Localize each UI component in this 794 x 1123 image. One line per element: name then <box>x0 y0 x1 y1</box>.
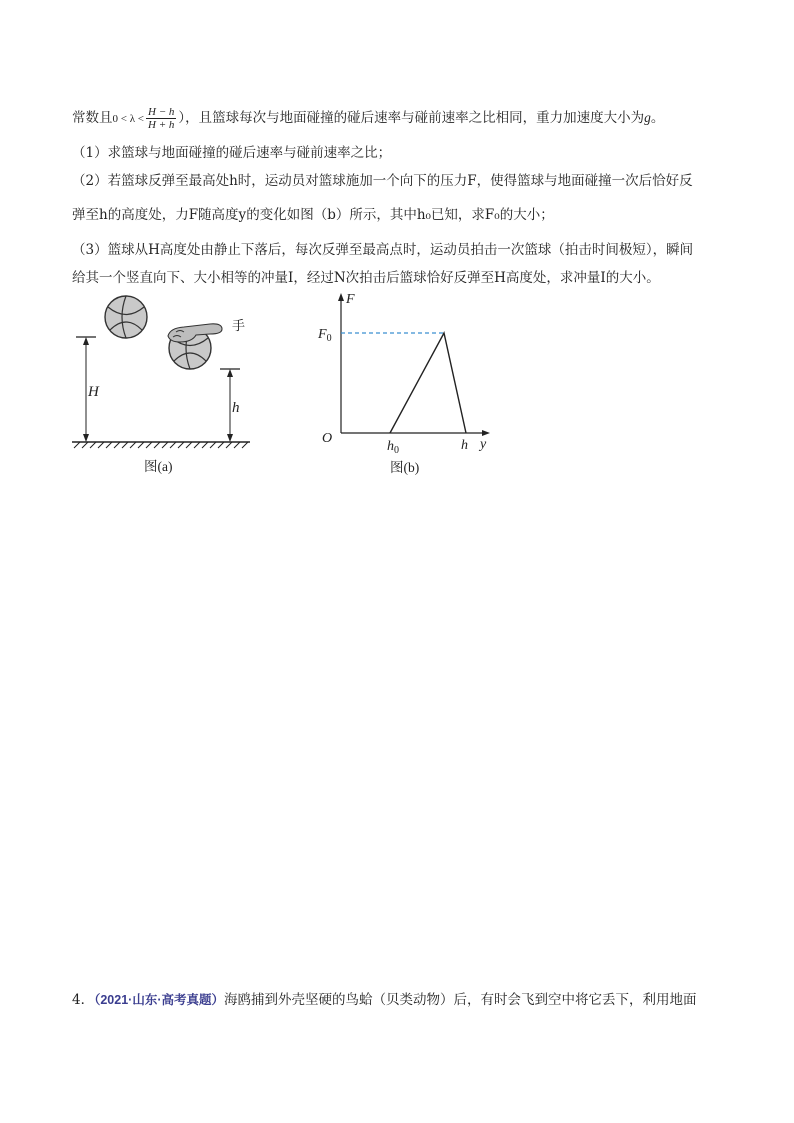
period: 。 <box>650 110 665 126</box>
hand-label: 手 <box>232 318 246 333</box>
fraction-denominator: H + h <box>148 119 175 131</box>
gravity-symbol: g <box>644 110 651 125</box>
caption-b: 图(b) <box>390 460 420 475</box>
problem-4-line <box>72 990 696 1010</box>
question-2-line-1: （2）若篮球反弹至最高处h时，运动员对篮球施加一个向下的压力F，使得篮球与地面碰撞一次后恰好反 <box>72 173 693 189</box>
fraction <box>146 106 176 131</box>
svg-text:h0 <box>387 439 399 456</box>
h0-label: h <box>387 439 394 454</box>
question-3-line-1: （3）篮球从H高度处由静止下落后，每次反弹至最高点时，运动员拍击一次篮球（拍击时间极短），瞬间 <box>72 242 694 258</box>
figure-a <box>60 290 280 485</box>
h0-subscript: 0 <box>394 445 399 456</box>
question-2-line-2: 弹至h的高度处，力F随高度y的变化如图（b）所示，其中h₀已知，求F₀的大小； <box>72 207 554 223</box>
label-h: h <box>232 400 240 416</box>
inequality-left: 0 < λ < <box>112 113 144 125</box>
problem-4-source-tag: （2021·山东·高考真题） <box>94 993 224 1007</box>
figure-b <box>310 285 510 485</box>
force-curve <box>390 333 466 433</box>
intro-post: ），且篮球每次与地面碰撞的碰后速率与碰前速率之比相同，重力加速度大小为 <box>178 110 645 126</box>
ground <box>72 442 250 448</box>
svg-text:F0 <box>317 327 332 344</box>
basketball-top-icon <box>105 296 147 338</box>
F0-subscript: 0 <box>326 333 332 344</box>
F0-label: F <box>318 327 327 342</box>
problem-4-number: 4． <box>72 992 95 1008</box>
question-1: （1）求篮球与地面碰撞的碰后速率与碰前速率之比； <box>72 145 392 161</box>
h-label: h <box>461 438 468 453</box>
axis-F-label: F <box>346 292 355 307</box>
problem-4-text: 海鸥捕到外壳坚硬的鸟蛤（贝类动物）后，有时会飞到空中将它丢下，利用地面 <box>223 992 697 1008</box>
caption-a: 图(a) <box>144 459 173 474</box>
fraction-numerator: H − h <box>148 106 175 118</box>
axis-y-label: y <box>480 437 487 452</box>
question-3-line-2: 给其一个竖直向下、大小相等的冲量I，经过N次拍击后篮球恰好反弹至H高度处，求冲量I的大小。 <box>72 270 660 286</box>
origin-label: O <box>322 431 333 446</box>
label-H: H <box>88 384 99 400</box>
intro-pre: 常数且 <box>72 110 113 126</box>
intro-line <box>72 106 664 131</box>
